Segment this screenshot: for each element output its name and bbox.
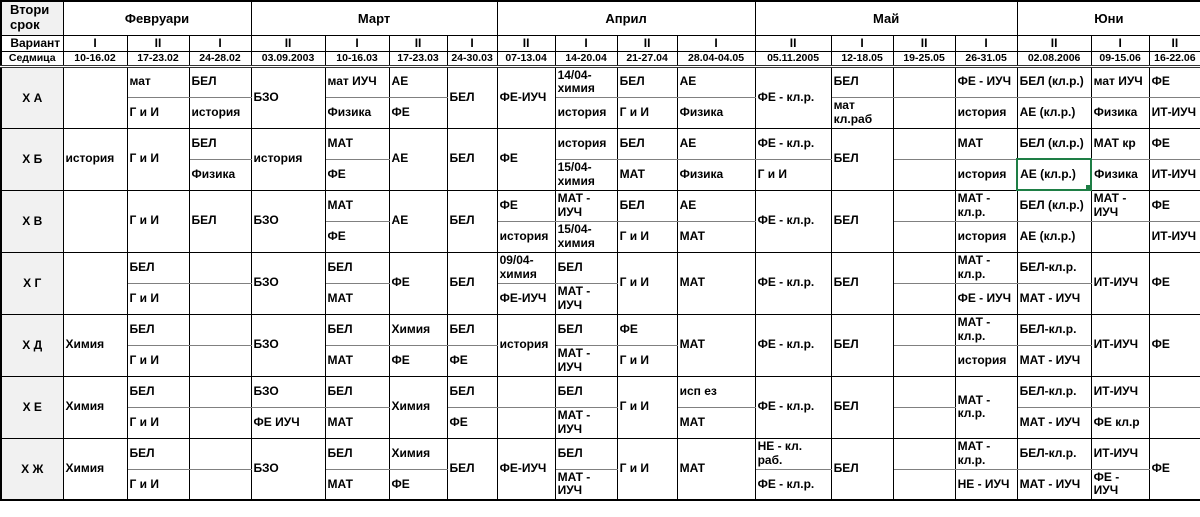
schedule-cell-bottom[interactable]: [1149, 407, 1200, 438]
schedule-cell-bottom[interactable]: ФЕ - кл.р.: [755, 469, 831, 500]
variant-cell[interactable]: I: [955, 35, 1017, 51]
schedule-cell-top[interactable]: ИТ-ИУЧ: [1091, 438, 1149, 469]
schedule-cell-bottom[interactable]: история: [955, 159, 1017, 190]
schedule-cell-top[interactable]: [893, 314, 955, 345]
schedule-cell-top[interactable]: БЕЛ: [127, 252, 189, 283]
schedule-cell[interactable]: Г и И: [617, 252, 677, 314]
schedule-cell-bottom[interactable]: [189, 283, 251, 314]
schedule-cell[interactable]: БЕЛ: [447, 438, 497, 500]
schedule-cell-top[interactable]: МАТ: [325, 190, 389, 221]
schedule-cell-top[interactable]: [893, 252, 955, 283]
schedule-cell-top[interactable]: [189, 438, 251, 469]
variant-row-label[interactable]: Вариант: [1, 35, 63, 51]
schedule-cell-top[interactable]: ФЕ: [1149, 128, 1200, 159]
schedule-cell-top[interactable]: [893, 376, 955, 407]
schedule-cell[interactable]: ФЕ: [497, 128, 555, 190]
schedule-cell-bottom[interactable]: МАТ: [325, 283, 389, 314]
schedule-cell-bottom[interactable]: мат кл.раб: [831, 97, 893, 128]
schedule-cell[interactable]: ИТ-ИУЧ: [1091, 252, 1149, 314]
variant-row: [1, 35, 1200, 51]
schedule-cell-bottom[interactable]: [893, 97, 955, 128]
schedule-cell-top[interactable]: исп ез: [677, 376, 755, 407]
schedule-cell-bottom[interactable]: [1091, 221, 1149, 252]
row-label[interactable]: Х Б: [1, 128, 63, 190]
class-row-top: [1, 438, 1200, 469]
schedule-cell-top[interactable]: БЕЛ: [325, 376, 389, 407]
week-cell[interactable]: 10-16.03: [325, 51, 389, 66]
month-header[interactable]: Февруари: [63, 1, 251, 35]
schedule-cell-bottom[interactable]: [893, 283, 955, 314]
schedule-cell-bottom[interactable]: ФЕ: [447, 407, 497, 438]
schedule-cell-top[interactable]: БЕЛ: [325, 252, 389, 283]
month-header[interactable]: Април: [497, 1, 755, 35]
schedule-cell-top[interactable]: МАТ - кл.р.: [955, 314, 1017, 345]
schedule-cell-bottom[interactable]: ФЕ: [325, 221, 389, 252]
schedule-cell[interactable]: [63, 252, 127, 314]
schedule-cell-bottom[interactable]: ФЕ кл.р: [1091, 407, 1149, 438]
schedule-cell-top[interactable]: мат ИУЧ: [325, 66, 389, 97]
selected-cell[interactable]: АЕ (кл.р.): [1017, 159, 1091, 190]
schedule-cell-top[interactable]: [189, 252, 251, 283]
schedule-cell-top[interactable]: БЕЛ: [555, 438, 617, 469]
schedule-cell[interactable]: Г и И: [127, 128, 189, 190]
schedule-cell[interactable]: БЕЛ: [447, 128, 497, 190]
schedule-cell-top[interactable]: [893, 190, 955, 221]
schedule-cell-top[interactable]: 09/04-химия: [497, 252, 555, 283]
schedule-cell-top[interactable]: БЕЛ: [127, 314, 189, 345]
schedule-cell-top[interactable]: БЕЛ: [831, 66, 893, 97]
week-cell[interactable]: 26-31.05: [955, 51, 1017, 66]
schedule-cell[interactable]: ФЕ - кл.р.: [755, 376, 831, 438]
schedule-cell-bottom[interactable]: Физика: [1091, 97, 1149, 128]
schedule-cell-bottom[interactable]: история: [189, 97, 251, 128]
schedule-cell[interactable]: ФЕ - кл.р.: [755, 252, 831, 314]
schedule-cell[interactable]: Химия: [63, 376, 127, 438]
variant-cell[interactable]: II: [127, 35, 189, 51]
row-label[interactable]: Х А: [1, 66, 63, 128]
variant-cell[interactable]: II: [755, 35, 831, 51]
term-label-line1: Втори: [10, 2, 50, 18]
schedule-cell-top[interactable]: БЕЛ: [617, 66, 677, 97]
variant-cell[interactable]: I: [831, 35, 893, 51]
schedule-cell-bottom[interactable]: ФЕ: [389, 345, 447, 376]
schedule-cell[interactable]: МАТ: [677, 438, 755, 500]
variant-cell[interactable]: I: [555, 35, 617, 51]
schedule-cell-top[interactable]: [1149, 376, 1200, 407]
schedule-cell[interactable]: история: [63, 128, 127, 190]
week-cell[interactable]: 19-25.05: [893, 51, 955, 66]
schedule-cell-bottom[interactable]: ФЕ: [389, 97, 447, 128]
week-cell[interactable]: 24-28.02: [189, 51, 251, 66]
schedule-cell-bottom[interactable]: МАТ: [677, 407, 755, 438]
schedule-cell[interactable]: МАТ: [677, 252, 755, 314]
schedule-cell-top[interactable]: БЕЛ: [555, 376, 617, 407]
week-cell[interactable]: 12-18.05: [831, 51, 893, 66]
schedule-cell-bottom[interactable]: МАТ - ИУЧ: [1017, 407, 1091, 438]
schedule-cell[interactable]: ФЕ: [389, 252, 447, 314]
schedule-cell-bottom[interactable]: АЕ (кл.р.): [1017, 221, 1091, 252]
schedule-cell-bottom[interactable]: МАТ: [325, 407, 389, 438]
schedule-cell[interactable]: Г и И: [617, 376, 677, 438]
schedule-cell-top[interactable]: МАТ - кл.р.: [955, 252, 1017, 283]
schedule-cell-bottom[interactable]: [893, 221, 955, 252]
schedule-cell-bottom[interactable]: ФЕ: [447, 345, 497, 376]
schedule-cell-bottom[interactable]: ИТ-ИУЧ: [1149, 159, 1200, 190]
row-label[interactable]: Х Ж: [1, 438, 63, 500]
schedule-cell-top[interactable]: МАТ: [325, 128, 389, 159]
week-cell[interactable]: 24-30.03: [447, 51, 497, 66]
schedule-cell-top[interactable]: ФЕ - ИУЧ: [955, 66, 1017, 97]
variant-cell[interactable]: II: [617, 35, 677, 51]
schedule-cell-bottom[interactable]: Г и И: [127, 407, 189, 438]
week-cell[interactable]: 10-16.02: [63, 51, 127, 66]
schedule-cell[interactable]: Химия: [63, 314, 127, 376]
schedule-cell[interactable]: БЗО: [251, 314, 325, 376]
schedule-cell-top[interactable]: БЕЛ-кл.р.: [1017, 376, 1091, 407]
schedule-cell[interactable]: БЕЛ: [189, 190, 251, 252]
variant-cell[interactable]: I: [1091, 35, 1149, 51]
selection-fill-handle-icon[interactable]: [1086, 185, 1091, 190]
schedule-cell-bottom[interactable]: ФЕ - ИУЧ: [1091, 469, 1149, 500]
variant-cell[interactable]: II: [251, 35, 325, 51]
schedule-cell-top[interactable]: [497, 376, 555, 407]
schedule-cell-bottom[interactable]: МАТ: [677, 221, 755, 252]
week-cell[interactable]: 07-13.04: [497, 51, 555, 66]
schedule-cell-top[interactable]: история: [555, 128, 617, 159]
schedule-cell-bottom[interactable]: история: [497, 221, 555, 252]
schedule-cell-top[interactable]: мат: [127, 66, 189, 97]
week-cell[interactable]: 09-15.06: [1091, 51, 1149, 66]
schedule-cell[interactable]: АЕ: [389, 190, 447, 252]
schedule-cell-top[interactable]: АЕ: [677, 190, 755, 221]
schedule-cell-top[interactable]: БЕЛ: [189, 128, 251, 159]
schedule-cell-top[interactable]: ФЕ: [1149, 190, 1200, 221]
schedule-cell[interactable]: БЕЛ: [447, 252, 497, 314]
variant-cell[interactable]: I: [677, 35, 755, 51]
schedule-cell-top[interactable]: МАТ кр: [1091, 128, 1149, 159]
schedule-cell[interactable]: Г и И: [127, 190, 189, 252]
schedule-cell-bottom[interactable]: МАТ - ИУЧ: [555, 469, 617, 500]
schedule-cell[interactable]: ИТ-ИУЧ: [1091, 314, 1149, 376]
schedule-cell[interactable]: БЕЛ: [447, 190, 497, 252]
variant-cell[interactable]: II: [1017, 35, 1091, 51]
schedule-cell-bottom[interactable]: история: [955, 221, 1017, 252]
schedule-cell[interactable]: АЕ: [389, 128, 447, 190]
schedule-cell-bottom[interactable]: [189, 345, 251, 376]
schedule-cell[interactable]: МАТ - кл.р.: [955, 376, 1017, 438]
schedule-cell-bottom[interactable]: [189, 407, 251, 438]
schedule-cell-bottom[interactable]: МАТ - ИУЧ: [555, 345, 617, 376]
schedule-cell[interactable]: ФЕ: [1149, 252, 1200, 314]
schedule-cell-bottom[interactable]: МАТ: [617, 159, 677, 190]
week-row: [1, 51, 1200, 66]
schedule-cell-top[interactable]: АЕ: [677, 128, 755, 159]
schedule-cell[interactable]: БЗО: [251, 190, 325, 252]
schedule-cell-bottom[interactable]: Г и И: [617, 221, 677, 252]
row-label[interactable]: Х Г: [1, 252, 63, 314]
schedule-cell-top[interactable]: ФЕ: [617, 314, 677, 345]
schedule-cell[interactable]: БЕЛ: [831, 252, 893, 314]
schedule-cell-top[interactable]: БЕЛ-кл.р.: [1017, 438, 1091, 469]
schedule-cell[interactable]: ФЕ-ИУЧ: [497, 66, 555, 128]
schedule-cell-top[interactable]: БЕЛ (кл.р.): [1017, 66, 1091, 97]
schedule-cell[interactable]: БЕЛ: [447, 66, 497, 128]
schedule-cell-bottom[interactable]: Физика: [677, 159, 755, 190]
class-row-top: [1, 376, 1200, 407]
variant-cell[interactable]: I: [325, 35, 389, 51]
schedule-cell-bottom[interactable]: АЕ (кл.р.): [1017, 97, 1091, 128]
schedule-cell-bottom[interactable]: Физика: [325, 97, 389, 128]
month-header[interactable]: Юни: [1017, 1, 1200, 35]
schedule-cell-top[interactable]: [189, 314, 251, 345]
schedule-cell-top[interactable]: МАТ - кл.р.: [955, 190, 1017, 221]
class-row-top: [1, 252, 1200, 283]
variant-cell[interactable]: II: [497, 35, 555, 51]
class-row-top: [1, 128, 1200, 159]
term-label-line2: срок: [10, 17, 40, 33]
variant-cell[interactable]: II: [893, 35, 955, 51]
schedule-cell-bottom[interactable]: ИТ-ИУЧ: [1149, 97, 1200, 128]
schedule-cell-top[interactable]: Химия: [389, 314, 447, 345]
schedule-cell-top[interactable]: БЕЛ: [127, 438, 189, 469]
class-row-bottom: [1, 407, 1200, 438]
week-cell[interactable]: 03.09.2003: [251, 51, 325, 66]
schedule-cell[interactable]: БЗО: [251, 66, 325, 128]
variant-cell[interactable]: I: [63, 35, 127, 51]
schedule-cell-bottom[interactable]: МАТ - ИУЧ: [555, 407, 617, 438]
schedule-cell-top[interactable]: ИТ-ИУЧ: [1091, 376, 1149, 407]
schedule-cell-top[interactable]: АЕ: [389, 66, 447, 97]
schedule-cell-bottom[interactable]: ФЕ: [325, 159, 389, 190]
schedule-cell-top[interactable]: МАТ - ИУЧ: [1091, 190, 1149, 221]
week-cell[interactable]: 28.04-04.05: [677, 51, 755, 66]
class-row-top: [1, 66, 1200, 97]
week-cell[interactable]: 05.11.2005: [755, 51, 831, 66]
schedule-cell-bottom[interactable]: Г и И: [617, 97, 677, 128]
row-label[interactable]: Х Д: [1, 314, 63, 376]
class-row-bottom: [1, 283, 1200, 314]
schedule-cell[interactable]: ФЕ-ИУЧ: [497, 438, 555, 500]
class-row-bottom: [1, 345, 1200, 376]
schedule-cell-bottom[interactable]: МАТ: [325, 469, 389, 500]
schedule-cell-bottom[interactable]: ФЕ-ИУЧ: [497, 283, 555, 314]
schedule-cell[interactable]: ФЕ - кл.р.: [755, 190, 831, 252]
schedule-cell-top[interactable]: МАТ - ИУЧ: [555, 190, 617, 221]
schedule-cell-bottom[interactable]: Г и И: [127, 469, 189, 500]
schedule-cell-bottom[interactable]: МАТ: [325, 345, 389, 376]
variant-cell[interactable]: II: [389, 35, 447, 51]
schedule-cell-top[interactable]: БЕЛ: [555, 314, 617, 345]
schedule-cell[interactable]: БЗО: [251, 252, 325, 314]
schedule-cell[interactable]: МАТ: [677, 314, 755, 376]
schedule-cell-top[interactable]: 14/04-химия: [555, 66, 617, 97]
schedule-cell-bottom[interactable]: МАТ - ИУЧ: [1017, 469, 1091, 500]
schedule-cell[interactable]: [63, 190, 127, 252]
schedule-cell-bottom[interactable]: [497, 407, 555, 438]
schedule-cell-bottom[interactable]: Г и И: [127, 97, 189, 128]
schedule-cell-bottom[interactable]: ФЕ - ИУЧ: [955, 283, 1017, 314]
class-row-top: [1, 190, 1200, 221]
schedule-cell-top[interactable]: МАТ: [955, 128, 1017, 159]
schedule-cell[interactable]: Химия: [389, 376, 447, 438]
week-cell[interactable]: 17-23.02: [127, 51, 189, 66]
schedule-cell-top[interactable]: ФЕ - кл.р.: [755, 128, 831, 159]
week-cell[interactable]: 21-27.04: [617, 51, 677, 66]
schedule-cell-bottom[interactable]: Г и И: [617, 345, 677, 376]
schedule-cell[interactable]: БЗО: [251, 438, 325, 500]
schedule-cell-bottom[interactable]: НЕ - ИУЧ: [955, 469, 1017, 500]
schedule-cell-top[interactable]: МАТ - кл.р.: [955, 438, 1017, 469]
row-label[interactable]: Х Е: [1, 376, 63, 438]
month-header-row: [1, 1, 1200, 35]
class-row-top: [1, 314, 1200, 345]
schedule-cell-bottom[interactable]: МАТ - ИУЧ: [1017, 345, 1091, 376]
schedule-cell[interactable]: Химия: [63, 438, 127, 500]
class-row-bottom: [1, 97, 1200, 128]
week-cell[interactable]: 02.08.2006: [1017, 51, 1091, 66]
schedule-cell-top[interactable]: НЕ - кл. раб.: [755, 438, 831, 469]
schedule-cell-bottom[interactable]: [893, 407, 955, 438]
schedule-cell-top[interactable]: БЗО: [251, 376, 325, 407]
schedule-cell-top[interactable]: БЕЛ: [189, 66, 251, 97]
schedule-cell[interactable]: БЕЛ: [831, 128, 893, 190]
corner-cell-term-label[interactable]: [1, 1, 63, 35]
schedule-cell-top[interactable]: БЕЛ-кл.р.: [1017, 252, 1091, 283]
schedule-cell[interactable]: БЕЛ: [831, 376, 893, 438]
schedule-cell-bottom[interactable]: история: [955, 345, 1017, 376]
month-header[interactable]: Май: [755, 1, 1017, 35]
schedule-cell-top[interactable]: [189, 376, 251, 407]
schedule-cell-bottom[interactable]: ИТ-ИУЧ: [1149, 221, 1200, 252]
schedule-cell-bottom[interactable]: Физика: [677, 97, 755, 128]
week-cell[interactable]: 16-22.06: [1149, 51, 1200, 66]
schedule-cell-bottom[interactable]: история: [955, 97, 1017, 128]
schedule-cell-bottom[interactable]: Физика: [1091, 159, 1149, 190]
class-row-bottom: [1, 469, 1200, 500]
schedule-cell-top[interactable]: ФЕ: [1149, 66, 1200, 97]
schedule-cell[interactable]: Г и И: [617, 438, 677, 500]
schedule-cell-bottom[interactable]: [893, 469, 955, 500]
week-row-label[interactable]: Седмица: [1, 51, 63, 66]
schedule-cell-top[interactable]: БЕЛ: [617, 128, 677, 159]
schedule-cell[interactable]: ФЕ - кл.р.: [755, 314, 831, 376]
schedule-cell[interactable]: ФЕ - кл.р.: [755, 66, 831, 128]
schedule-cell-bottom[interactable]: [893, 345, 955, 376]
schedule-cell-top[interactable]: ФЕ: [497, 190, 555, 221]
month-header[interactable]: Март: [251, 1, 497, 35]
schedule-cell-top[interactable]: БЕЛ (кл.р.): [1017, 190, 1091, 221]
schedule-cell-bottom[interactable]: [189, 469, 251, 500]
schedule-cell-bottom[interactable]: ФЕ: [389, 469, 447, 500]
schedule-cell-bottom[interactable]: МАТ - ИУЧ: [555, 283, 617, 314]
schedule-cell-top[interactable]: БЕЛ: [447, 376, 497, 407]
schedule-cell-bottom[interactable]: история: [555, 97, 617, 128]
schedule-cell-bottom[interactable]: Г и И: [127, 283, 189, 314]
schedule-cell-top[interactable]: БЕЛ: [127, 376, 189, 407]
schedule-cell-top[interactable]: [893, 66, 955, 97]
schedule-cell-top[interactable]: БЕЛ-кл.р.: [1017, 314, 1091, 345]
schedule-cell[interactable]: ФЕ: [1149, 438, 1200, 500]
schedule-cell[interactable]: БЕЛ: [831, 438, 893, 500]
week-cell[interactable]: 14-20.04: [555, 51, 617, 66]
schedule-cell-top[interactable]: Химия: [389, 438, 447, 469]
schedule-cell-bottom[interactable]: МАТ - ИУЧ: [1017, 283, 1091, 314]
schedule-cell-top[interactable]: БЕЛ: [325, 314, 389, 345]
schedule-cell-bottom[interactable]: Физика: [189, 159, 251, 190]
schedule-cell-top[interactable]: АЕ: [677, 66, 755, 97]
schedule-cell-top[interactable]: [893, 438, 955, 469]
schedule-cell[interactable]: история: [251, 128, 325, 190]
variant-cell[interactable]: I: [447, 35, 497, 51]
schedule-cell-bottom[interactable]: 15/04-химия: [555, 221, 617, 252]
schedule-cell-top[interactable]: БЕЛ (кл.р.): [1017, 128, 1091, 159]
variant-cell[interactable]: II: [1149, 35, 1200, 51]
schedule-cell-bottom[interactable]: Г и И: [755, 159, 831, 190]
schedule-cell-top[interactable]: БЕЛ: [555, 252, 617, 283]
schedule-cell[interactable]: история: [497, 314, 555, 376]
schedule-cell[interactable]: [63, 66, 127, 128]
schedule-cell-bottom[interactable]: [893, 159, 955, 190]
schedule-cell-bottom[interactable]: ФЕ ИУЧ: [251, 407, 325, 438]
schedule-cell-top[interactable]: БЕЛ: [447, 314, 497, 345]
schedule-cell-top[interactable]: БЕЛ: [325, 438, 389, 469]
schedule-cell-top[interactable]: БЕЛ: [617, 190, 677, 221]
week-cell[interactable]: 17-23.03: [389, 51, 447, 66]
variant-cell[interactable]: I: [189, 35, 251, 51]
schedule-cell[interactable]: БЕЛ: [831, 314, 893, 376]
schedule-cell[interactable]: ФЕ: [1149, 314, 1200, 376]
row-label[interactable]: Х В: [1, 190, 63, 252]
schedule-cell-bottom[interactable]: Г и И: [127, 345, 189, 376]
schedule-cell-bottom[interactable]: 15/04-химия: [555, 159, 617, 190]
schedule-cell-top[interactable]: мат ИУЧ: [1091, 66, 1149, 97]
schedule-cell[interactable]: БЕЛ: [831, 190, 893, 252]
schedule-cell-top[interactable]: [893, 128, 955, 159]
